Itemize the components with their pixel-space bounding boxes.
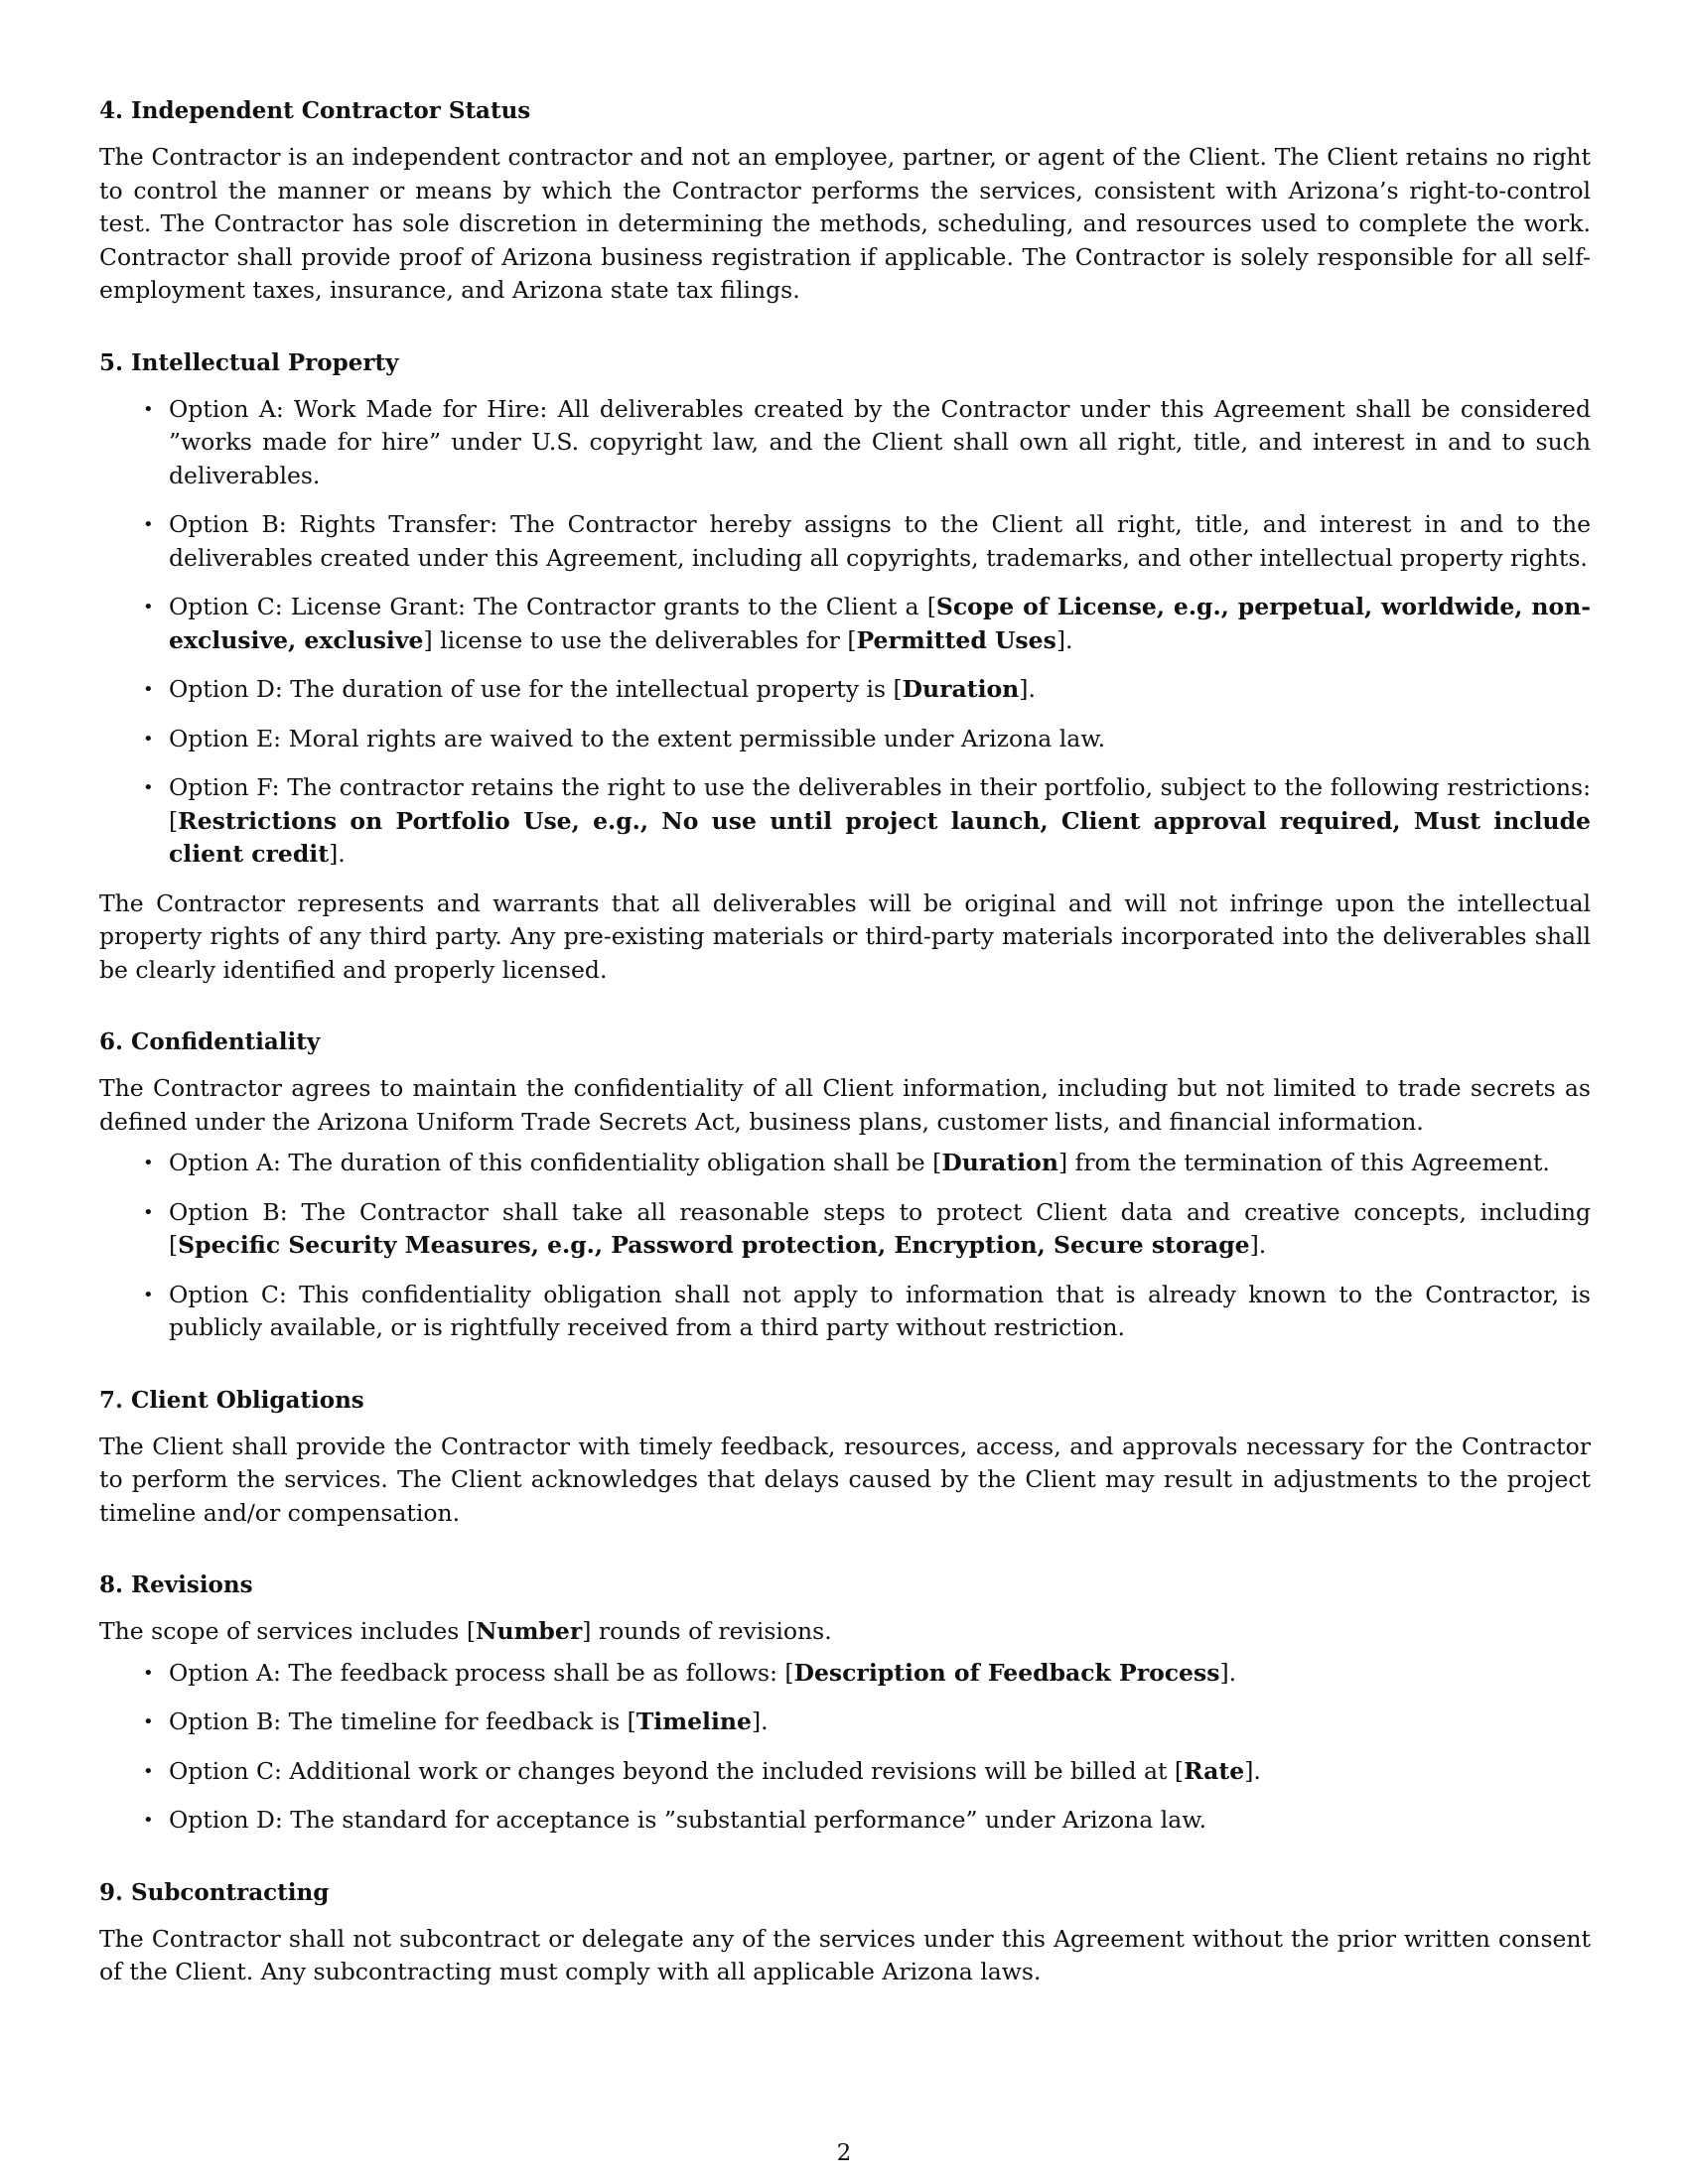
option-item xyxy=(99,1755,1591,1789)
section-paragraph: The Contractor is an independent contractor and not an employee, partner, or agent of the Client. The Client retains no right to control the manner or means by which the Contractor performs the services, consistent with Arizona’s right-to-control test. The Contractor has sole discretion in determining the methods, scheduling, and resources used to complete the work. Contractor shall provide proof of Arizona business registration if applicable. The Contractor is solely responsible for all self-employment taxes, insurance, and Arizona state tax filings. xyxy=(99,143,1591,304)
placeholder-field: Description of Feedback Process xyxy=(793,1658,1220,1687)
option-text: Option A: The feedback process shall be as follows: [ xyxy=(169,1658,794,1687)
option-text: Option E: Moral rights are waived to the extent permissible under Arizona law. xyxy=(169,724,1106,752)
section-independent-contractor-status xyxy=(99,95,1591,308)
option-item xyxy=(99,1147,1591,1180)
section-paragraph: The Contractor represents and warrants that all deliverables will be original and will not infringe upon the intellectual property rights of any third party. Any pre-existing materials or third-party materials incorporated into the deliverables shall be clearly identified and properly licensed. xyxy=(99,888,1591,984)
option-item xyxy=(99,1279,1591,1345)
section-heading: 5. Intellectual Property xyxy=(99,348,399,376)
option-text: ]. xyxy=(1244,1756,1261,1785)
page-number: 2 xyxy=(836,2140,852,2166)
option-text: Option B: Rights Transfer: The Contractor hereby assigns to the Client all right, title, and interest in and to the deliverables created under this Agreement, including all copyrights, trademarks, and other intellectual property rights. xyxy=(169,510,1591,572)
section-intellectual-property xyxy=(99,347,1591,988)
option-item xyxy=(99,673,1591,707)
section-heading: 8. Revisions xyxy=(99,1571,253,1598)
placeholder-field: Rate xyxy=(1184,1756,1245,1785)
option-item xyxy=(99,723,1591,756)
bullet-icon: • xyxy=(143,728,154,750)
options-list xyxy=(99,1147,1591,1345)
section-paragraph xyxy=(99,1615,1591,1649)
placeholder-field: Permitted Uses xyxy=(856,625,1056,654)
section-subcontracting xyxy=(99,1877,1591,1989)
option-item xyxy=(99,1804,1591,1838)
section-heading: 9. Subcontracting xyxy=(99,1878,330,1906)
bullet-icon: • xyxy=(143,597,154,617)
placeholder-field: Specific Security Measures, e.g., Password protection, Encryption, Secure storage xyxy=(178,1231,1250,1259)
options-list xyxy=(99,393,1591,872)
option-item xyxy=(99,508,1591,575)
section-paragraph: The Contractor shall not subcontract or delegate any of the services under this Agreement without the prior written consent of the Client. Any subcontracting must comply with all applicable Arizona laws. xyxy=(99,1924,1591,1985)
option-text: ]. xyxy=(329,840,346,868)
placeholder-field: Duration xyxy=(902,675,1020,703)
placeholder-field: Restrictions on Portfolio Use, e.g., No use until project launch, Client approval required, Must include client credit xyxy=(169,806,1591,868)
options-list xyxy=(99,1657,1591,1838)
option-text: Option A: Work Made for Hire: All deliverables created by the Contractor under this Agreement shall be considered ”works made for hire” under U.S. copyright law, and the Client shall own all right, title, and interest in and to such deliverables. xyxy=(169,394,1591,489)
intro-text: ] rounds of revisions. xyxy=(582,1617,832,1645)
option-item xyxy=(99,591,1591,657)
section-heading: 7. Client Obligations xyxy=(99,1386,364,1414)
bullet-icon: • xyxy=(143,1760,154,1782)
section-heading: 6. Confidentiality xyxy=(99,1028,321,1055)
option-text: Option C: This confidentiality obligation shall not apply to information that is already known to the Contractor, is publicly available, or is rightfully received from a third party without restriction. xyxy=(169,1280,1591,1341)
option-item xyxy=(99,1196,1591,1263)
option-text: Option B: The timeline for feedback is [ xyxy=(169,1707,636,1735)
placeholder-field: Scope of License, e.g., perpetual, worldwide, non-exclusive, exclusive xyxy=(169,593,1592,654)
option-text: ] license to use the deliverables for [ xyxy=(423,625,857,654)
intro-text: The scope of services includes [ xyxy=(99,1617,476,1645)
option-text: ] from the termination of this Agreement. xyxy=(1057,1149,1550,1176)
option-text: ]. xyxy=(1219,1658,1237,1687)
option-item xyxy=(99,771,1591,872)
option-text: Option D: The standard for acceptance is ”substantial performance” under Arizona law. xyxy=(169,1806,1207,1834)
option-text: Option C: Additional work or changes beyond the included revisions will be billed at [ xyxy=(169,1756,1185,1785)
section-client-obligations xyxy=(99,1385,1591,1531)
option-text: ]. xyxy=(1019,675,1036,703)
option-text: Option B: The Contractor shall take all reasonable steps to protect Client data and creative concepts, including [ xyxy=(169,1197,1591,1259)
option-item xyxy=(99,1706,1591,1739)
placeholder-field: Number xyxy=(476,1617,583,1645)
section-confidentiality xyxy=(99,1026,1591,1345)
section-heading: 4. Independent Contractor Status xyxy=(99,97,531,124)
bullet-icon: • xyxy=(143,679,154,700)
bullet-icon: • xyxy=(143,1810,154,1831)
option-text: Option D: The duration of use for the intellectual property is [ xyxy=(169,675,903,703)
bullet-icon: • xyxy=(143,1711,154,1732)
placeholder-field: Timeline xyxy=(635,1707,752,1735)
section-paragraph: The Contractor agrees to maintain the confidentiality of all Client information, including but not limited to trade secrets as defined under the Arizona Uniform Trade Secrets Act, business plans, customer lists, and financial information. xyxy=(99,1074,1591,1136)
bullet-icon: • xyxy=(143,777,154,798)
placeholder-field: Duration xyxy=(941,1149,1058,1176)
bullet-icon: • xyxy=(143,1153,154,1173)
document-page xyxy=(99,95,1591,2029)
bullet-icon: • xyxy=(143,1662,154,1684)
bullet-icon: • xyxy=(143,1284,154,1305)
option-item xyxy=(99,1657,1591,1691)
section-revisions xyxy=(99,1570,1591,1838)
bullet-icon: • xyxy=(143,1201,154,1223)
option-text: Option F: The contractor retains the right to use the deliverables in their portfolio, subject to the following restrictions: [ xyxy=(169,773,1591,835)
section-paragraph: The Client shall provide the Contractor with timely feedback, resources, access, and approvals necessary for the Contractor to perform the services. The Client acknowledges that delays caused by the Client may result in adjustments to the project timeline and/or compensation. xyxy=(99,1432,1591,1527)
option-text: ]. xyxy=(1055,625,1073,654)
option-text: Option C: License Grant: The Contractor grants to the Client a [ xyxy=(169,593,936,620)
bullet-icon: • xyxy=(143,514,154,535)
option-text: ]. xyxy=(751,1707,769,1735)
option-item xyxy=(99,393,1591,493)
option-text: ]. xyxy=(1249,1231,1267,1259)
bullet-icon: • xyxy=(143,398,154,420)
option-text: Option A: The duration of this confidentiality obligation shall be [ xyxy=(169,1149,942,1176)
